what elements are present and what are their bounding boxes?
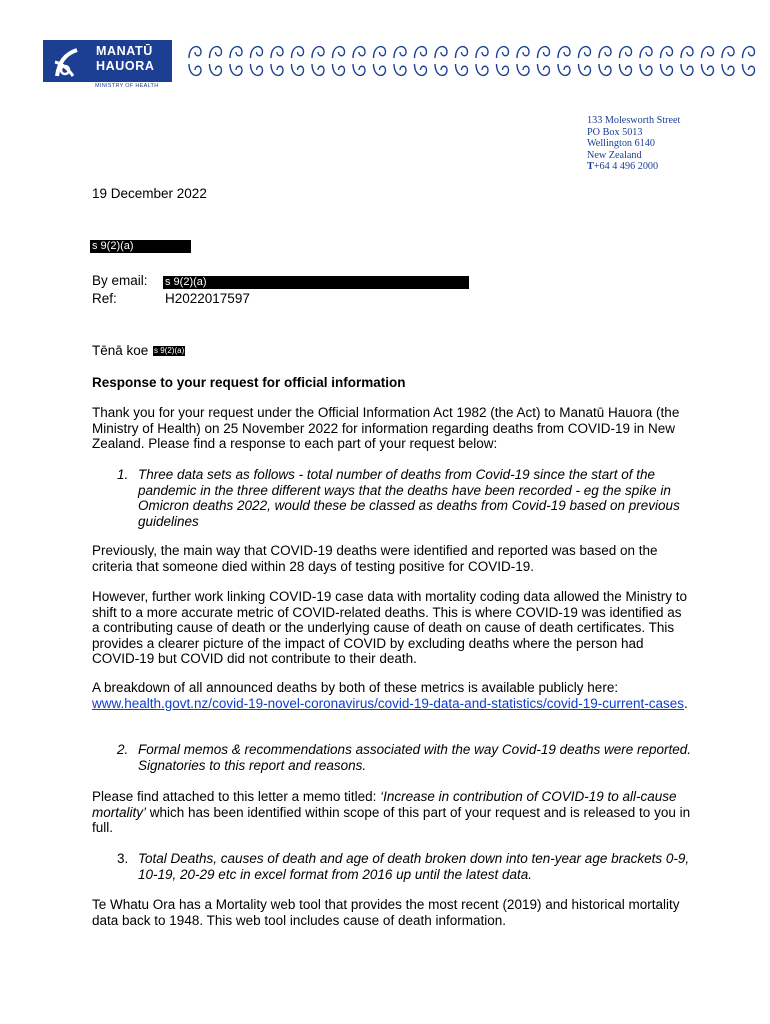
- pattern-swirl: [292, 47, 304, 58]
- pattern-swirl: [620, 64, 632, 75]
- ref-label: Ref:: [92, 291, 117, 306]
- item-3-text: Total Deaths, causes of death and age of death broken down into ten-year age brackets 0-9, 10-19, 20-29 etc in excel format from 2016 up until the latest data.: [138, 851, 690, 882]
- paragraph-3: [92, 680, 692, 711]
- pattern-swirl: [189, 47, 201, 58]
- pattern-swirl: [456, 47, 468, 58]
- item-1-text: Three data sets as follows - total number of deaths from Covid-19 since the start of the pandemic in the three different ways that the deaths have been recorded - eg the spike in Omicron deaths 2022, would these be classed as deaths from Covid-19 based on previous guidelines: [138, 467, 680, 529]
- pattern-swirl: [743, 64, 755, 75]
- pattern-swirl: [476, 47, 488, 58]
- pattern-swirl: [702, 64, 714, 75]
- address-line: 133 Molesworth Street: [587, 115, 681, 126]
- pattern-swirl: [579, 47, 591, 58]
- phone-number: +64 4 496 2000: [593, 161, 659, 172]
- pattern-swirl: [251, 47, 263, 58]
- paragraph-1: Previously, the main way that COVID-19 deaths were identified and reported was based on the criteria that someone died within 28 days of testing positive for COVID-19.: [92, 543, 658, 574]
- letter-date: 19 December 2022: [92, 186, 207, 201]
- pattern-swirl: [210, 64, 222, 75]
- paragraph-5: Te Whatu Ora has a Mortality web tool that provides the most recent (2019) and historical mortality data back to 1948. This web tool includes cause of death information.: [92, 897, 680, 928]
- pattern-swirl: [640, 47, 652, 58]
- pattern-swirl: [702, 47, 714, 58]
- item-2-number: 2.: [117, 742, 129, 757]
- pattern-swirl: [640, 64, 652, 75]
- phone-line: [587, 161, 680, 173]
- pattern-swirl: [681, 64, 693, 75]
- pattern-swirl: [415, 47, 427, 58]
- pattern-swirl: [456, 64, 468, 75]
- pattern-swirl: [599, 47, 611, 58]
- item-1-number: 1.: [117, 467, 129, 482]
- pattern-swirl: [189, 64, 201, 75]
- paragraph-3-suffix: .: [684, 695, 688, 711]
- pattern-swirl: [722, 47, 734, 58]
- paragraph-4: [92, 789, 692, 836]
- pattern-swirl: [558, 64, 570, 75]
- pattern-swirl: [353, 64, 365, 75]
- greeting: Tēnā koe: [92, 343, 149, 358]
- pattern-swirl: [374, 64, 386, 75]
- address-line: Wellington 6140: [587, 138, 655, 149]
- pattern-swirl: [312, 47, 324, 58]
- pattern-swirl: [661, 47, 673, 58]
- pattern-swirl: [394, 47, 406, 58]
- pattern-swirl: [435, 64, 447, 75]
- pattern-swirl: [251, 64, 263, 75]
- pattern-swirl: [374, 47, 386, 58]
- pattern-swirl: [353, 47, 365, 58]
- pattern-swirl: [312, 64, 324, 75]
- pattern-swirl: [661, 64, 673, 75]
- paragraph-4-suffix: which has been identified within scope of this part of your request and is released to you in full.: [92, 804, 691, 835]
- pattern-swirl: [415, 64, 427, 75]
- pattern-swirl: [271, 47, 283, 58]
- pattern-swirl: [435, 47, 447, 58]
- pattern-swirl: [743, 47, 755, 58]
- pattern-swirl: [681, 47, 693, 58]
- covid-data-link[interactable]: www.health.govt.nz/covid-19-novel-coronavirus/covid-19-data-and-statistics/covid-19-current-cases: [92, 695, 685, 711]
- pattern-swirl: [599, 64, 611, 75]
- pattern-swirl: [394, 64, 406, 75]
- paragraph-2: However, further work linking COVID-19 case data with mortality coding data allowed the Ministry to shift to a more accurate metric of COVID-related deaths. This is where COVID-19 was identified as a contributing cause of death or the underlying cause of death on cause of death certificates. This provides a clearer picture of the impact of COVID by excluding deaths where the person had COVID-19 but COVID did not contribute to their death.: [92, 589, 688, 666]
- pattern-swirl: [333, 47, 345, 58]
- logo-text: [96, 44, 154, 74]
- paragraph-4-prefix: Please find attached to this letter a memo titled:: [92, 789, 381, 804]
- email-label: By email:: [92, 273, 148, 288]
- pattern-swirl: [292, 64, 304, 75]
- greeting-redaction: s 9(2)(a): [154, 346, 185, 355]
- logo-line-2: HAUORA: [96, 59, 155, 73]
- pattern-swirl: [517, 47, 529, 58]
- pattern-swirl: [497, 47, 509, 58]
- address-block: [587, 115, 680, 173]
- address-line: New Zealand: [587, 149, 642, 161]
- pattern-swirl: [579, 64, 591, 75]
- subject-heading: Response to your request for official information: [92, 375, 406, 390]
- recipient-redaction: s 9(2)(a): [90, 240, 191, 253]
- pattern-swirl: [230, 64, 242, 75]
- pattern-swirl: [210, 47, 222, 58]
- pattern-swirl: [620, 47, 632, 58]
- pattern-swirl: [538, 64, 550, 75]
- pattern-swirl: [517, 64, 529, 75]
- pattern-swirl: [497, 64, 509, 75]
- intro-paragraph: Thank you for your request under the Official Information Act 1982 (the Act) to Manatū Hauora (the Ministry of Health) on 25 November 2022 for information regarding deaths from COVID-19 in New Zealand. Please find a response to each part of your request below:: [92, 405, 680, 451]
- logo-line-1: MANATŪ: [96, 44, 153, 58]
- address-line: PO Box 5013: [587, 126, 643, 138]
- paragraph-3-text: A breakdown of all announced deaths by both of these metrics is available publicly here:: [92, 680, 619, 695]
- logo-subtitle: MINISTRY OF HEALTH: [95, 83, 159, 89]
- header-pattern: [187, 40, 757, 82]
- pattern-swirl: [558, 47, 570, 58]
- pattern-swirl: [230, 47, 242, 58]
- item-2-text: Formal memos & recommendations associated with the way Covid-19 deaths were reported. Signatories to this report and reasons.: [138, 742, 691, 773]
- pattern-swirl: [271, 64, 283, 75]
- pattern-swirl: [333, 64, 345, 75]
- item-3-number: 3.: [117, 851, 129, 866]
- email-redaction: s 9(2)(a): [163, 276, 469, 289]
- ref-value: H2022017597: [165, 291, 250, 306]
- logo-mark-icon: [43, 40, 93, 82]
- pattern-swirl: [538, 47, 550, 58]
- phone-label: T: [587, 161, 594, 172]
- memo-title: ‘Increase in contribution of COVID-19 to all-cause mortality’: [92, 789, 677, 820]
- pattern-swirl: [722, 64, 734, 75]
- pattern-swirl: [476, 64, 488, 75]
